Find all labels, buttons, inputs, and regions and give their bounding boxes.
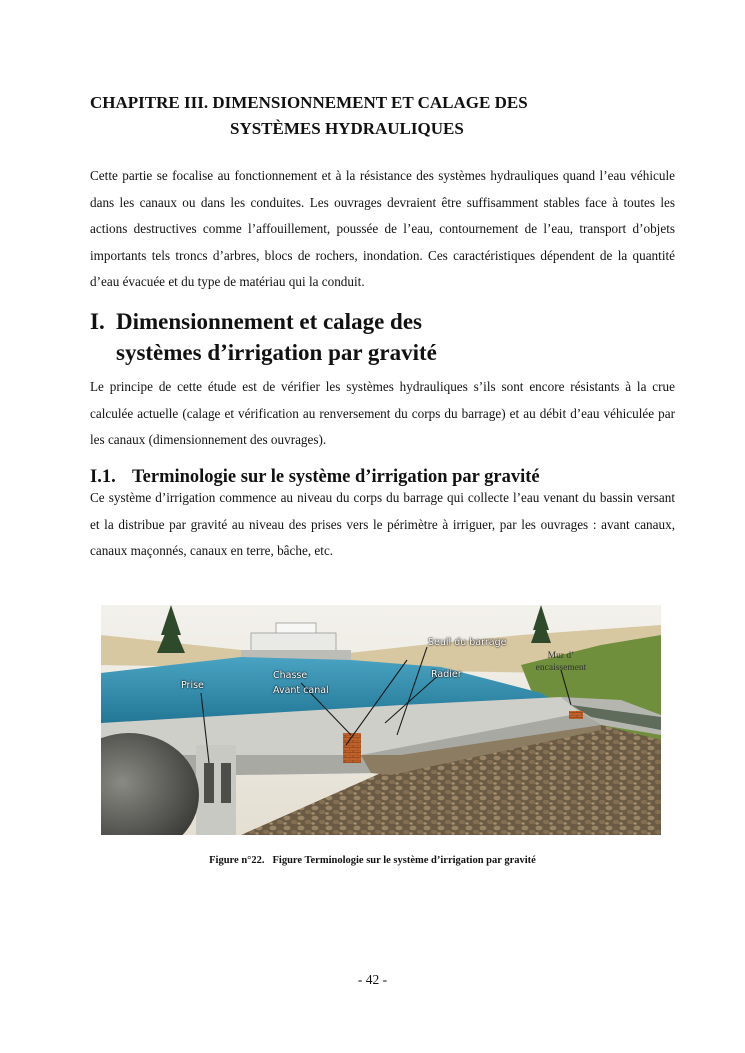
irrigation-illustration	[101, 605, 661, 835]
section-1-heading	[90, 306, 675, 368]
label-seuil-du-barrage: Seuil du barrage	[428, 637, 507, 648]
label-avant-canal: Avant canal	[273, 685, 329, 696]
label-chasse: Chasse	[273, 670, 308, 681]
section-1-1-paragraph: Ce système d’irrigation commence au niveau du corps du barrage qui collecte l’eau venant du bassin versant et la distribue par gravité au niveau des prises vers le périmètre à irriguer, par les ouvrages : avant canaux, canaux maçonnés, canaux en terre, bâche, etc.	[90, 490, 675, 558]
label-radier: Radier	[431, 669, 462, 680]
section-1-1-number: I.1.	[90, 467, 116, 487]
caption-number: Figure n°22.	[209, 855, 265, 866]
label-mur-encaissement	[526, 650, 596, 674]
label-prise: Prise	[181, 680, 204, 691]
chapter-title	[90, 90, 690, 142]
page-number: - 42 -	[357, 972, 388, 987]
figure-caption	[0, 855, 745, 866]
section-1-number: I.	[90, 309, 105, 334]
caption-text: Figure Terminologie sur le système d’irrigation par gravité	[272, 855, 536, 866]
section-1-paragraph: Le principe de cette étude est de vérifier les systèmes hydrauliques s’ils sont encore résistants à la crue calculée actuelle (calage et vérification au renversement du corps du barrage) et au débit d’eau véhiculée par les canaux (dimensionnement des ouvrages).	[90, 379, 675, 447]
section-1-title-line2: systèmes d’irrigation par gravité	[116, 340, 437, 365]
irrigation-figure	[101, 605, 661, 835]
chapter-title-line1: CHAPITRE III. DIMENSIONNEMENT ET CALAGE DES	[90, 93, 528, 112]
section-1-1-title: Terminologie sur le système d’irrigation par gravité	[132, 467, 540, 487]
intro-paragraph: Cette partie se focalise au fonctionnement et à la résistance des systèmes hydrauliques quand l’eau véhicule dans les canaux ou dans les conduites. Les ouvrages devraient être suffisamment stables face à toutes les actions destructives comme l’affouillement, poussée de l’eau, contournement de l’eau, transport d’objets importants tels troncs d’arbres, blocs de rochers, inondation. Ces caractéristiques dépendent de la quantité d’eau évacuée et du type de matériau qui la conduit.	[90, 168, 675, 289]
chapter-title-line2: SYSTÈMES HYDRAULIQUES	[230, 119, 464, 138]
label-mur-line2: encaissement	[535, 663, 587, 673]
label-mur-line1: Mur d’	[547, 651, 575, 661]
section-1-title-line1: Dimensionnement et calage des	[116, 309, 422, 334]
